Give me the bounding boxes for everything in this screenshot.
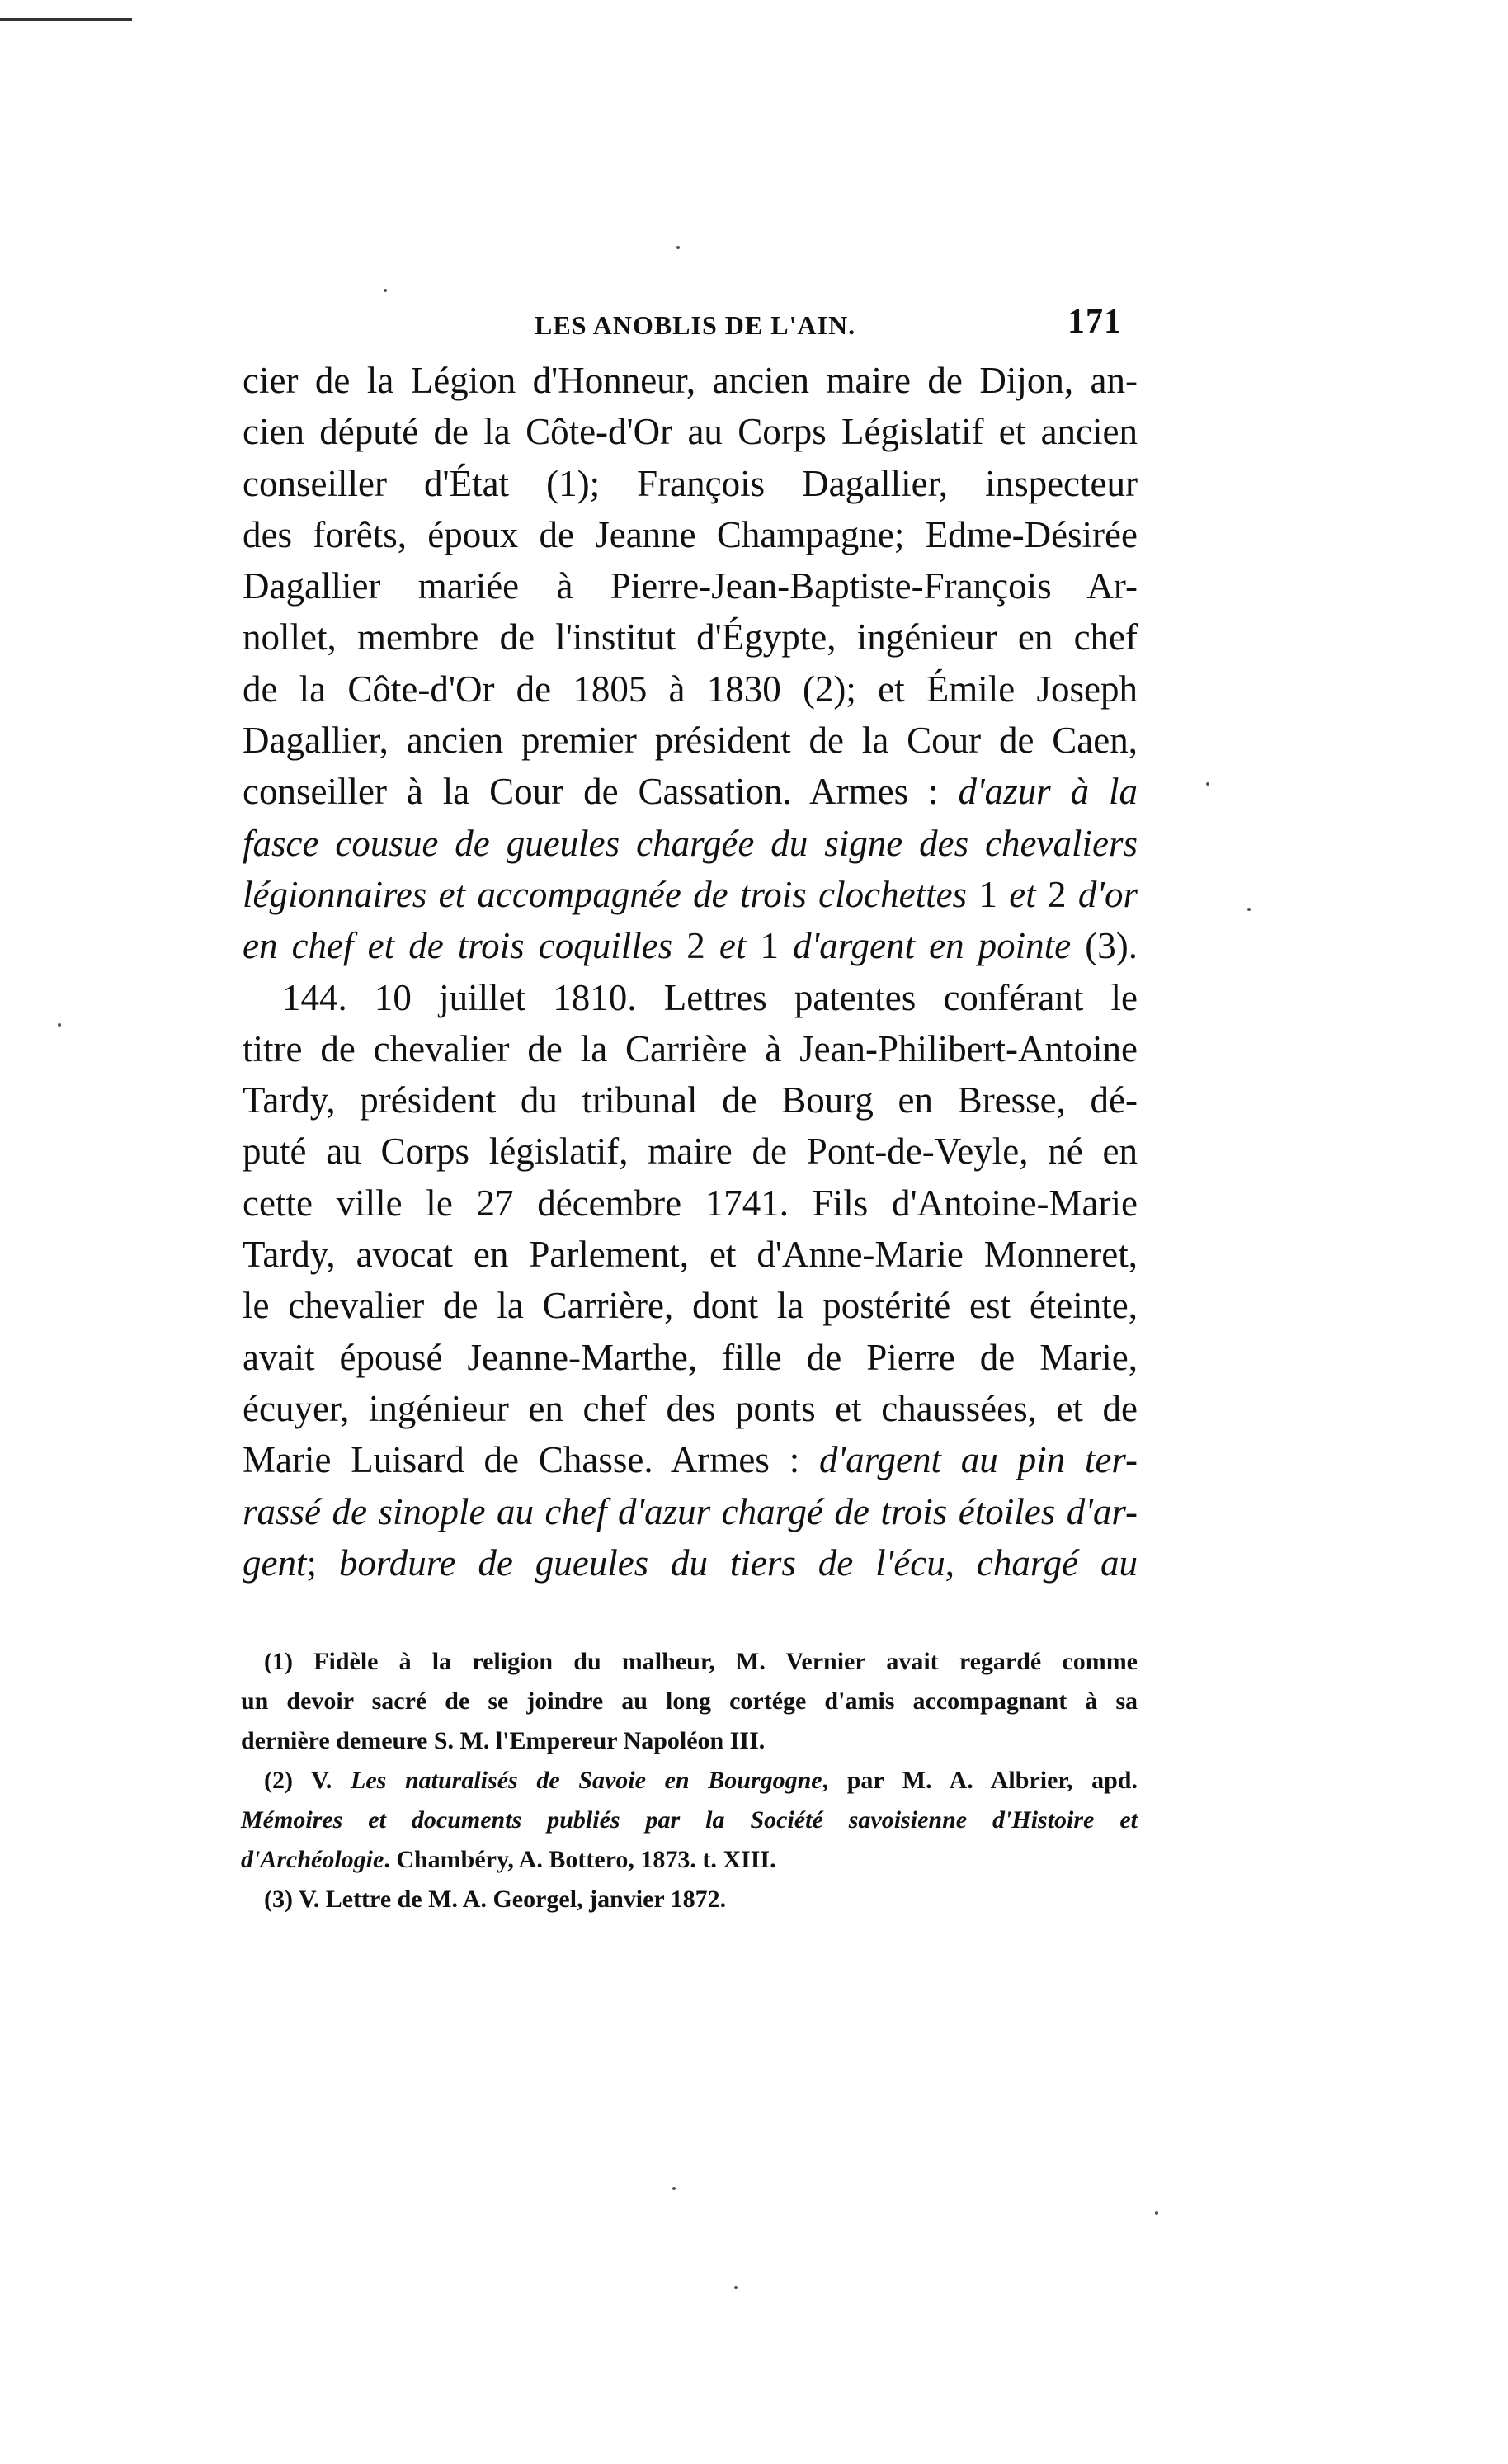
body-line <box>243 458 1138 509</box>
text-segment: Dagallier, ancien premier président de la Cour de Caen, <box>243 720 1138 762</box>
text-segment: (3) V. Lettre de M. A. Georgel, janvier 1872. <box>264 1886 727 1913</box>
text-segment: Marie Luisard de Chasse. Armes : <box>243 1439 820 1481</box>
text-segment: nollet, membre de l'institut d'Égypte, ingénieur en chef <box>243 616 1138 658</box>
text-segment: avait épousé Jeanne-Marthe, fille de Pierre de Marie, <box>243 1336 1138 1378</box>
body-line <box>243 1074 1138 1126</box>
text-segment: et <box>997 873 1049 915</box>
text-segment: rassé de sinople au chef d'azur chargé de trois étoiles d'ar- <box>243 1490 1138 1532</box>
page-header <box>535 302 1122 348</box>
body-line <box>243 1332 1138 1383</box>
text-segment: le chevalier de la Carrière, dont la postérité est éteinte, <box>243 1285 1138 1327</box>
text-segment: (3). <box>1071 925 1138 967</box>
text-segment: , par M. A. Albrier, apd. <box>822 1767 1138 1794</box>
body-line <box>243 1486 1138 1537</box>
body-line <box>243 560 1138 611</box>
text-segment: d'or <box>1066 873 1138 915</box>
text-segment: 2 <box>1048 873 1067 915</box>
body-line <box>243 766 1138 817</box>
text-segment: chargé au <box>976 1541 1138 1584</box>
body-line <box>243 1280 1138 1331</box>
text-segment: 1 <box>760 925 779 967</box>
scan-speck <box>676 246 680 249</box>
body-line <box>243 920 1138 971</box>
text-segment: (2) V. <box>264 1767 351 1794</box>
body-line <box>243 972 1138 1023</box>
footnote-line <box>241 1721 1138 1761</box>
footnote-line <box>241 1642 1138 1682</box>
text-segment: et <box>705 925 761 967</box>
footnote-line <box>241 1801 1138 1840</box>
text-segment: titre de chevalier de la Carrière à Jean-Philibert-Antoine <box>243 1027 1138 1069</box>
text-segment: 1 <box>978 873 997 915</box>
body-line <box>243 1537 1138 1588</box>
scan-speck <box>734 2286 738 2289</box>
body-line <box>243 1178 1138 1229</box>
text-segment: Tardy, avocat en Parlement, et d'Anne-Marie Monneret, <box>243 1234 1138 1276</box>
top-edge-rule <box>0 18 132 21</box>
body-line <box>243 818 1138 869</box>
body-line <box>243 1126 1138 1177</box>
footnote-line <box>241 1682 1138 1721</box>
text-segment: légionnaires et accompagnée de trois clochettes <box>243 873 979 915</box>
text-segment: (1) Fidèle à la religion du malheur, M. Vernier avait regardé comme <box>264 1648 1138 1675</box>
text-segment: bordure de gueules du tiers de l'écu <box>338 1541 945 1584</box>
body-line <box>243 509 1138 560</box>
body-line <box>243 611 1138 663</box>
text-segment: 144. 10 juillet 1810. Lettres patentes conférant le <box>282 976 1138 1018</box>
footnote-line <box>241 1761 1138 1801</box>
text-segment: Tardy, président du tribunal de Bourg en Bresse, dé- <box>243 1079 1138 1121</box>
text-segment: conseiller d'État (1); François Dagallier, inspecteur <box>243 462 1138 504</box>
body-line <box>243 1434 1138 1485</box>
scan-speck <box>1247 908 1251 911</box>
scan-speck <box>1155 2211 1158 2215</box>
body-line <box>243 406 1138 457</box>
body-line <box>243 715 1138 766</box>
text-segment: dernière demeure S. M. l'Empereur Napoléon III. <box>241 1727 766 1754</box>
text-segment: de la Côte-d'Or de 1805 à 1830 (2); et Émile Joseph <box>243 668 1138 710</box>
text-segment: un devoir sacré de se joindre au long cortége d'amis accompagnant à sa <box>241 1688 1138 1715</box>
text-segment: Les naturalisés de Savoie en Bourgogne <box>351 1767 822 1794</box>
text-segment: ; <box>306 1541 339 1584</box>
scan-speck <box>1206 782 1209 786</box>
body-line <box>243 355 1138 406</box>
scan-speck <box>672 2187 676 2190</box>
body-line <box>243 663 1138 715</box>
running-head: LES ANOBLIS DE L'AIN. <box>535 310 856 340</box>
body-text <box>243 355 1138 1588</box>
text-segment: 2 <box>686 925 705 967</box>
text-segment: d'Archéologie <box>241 1846 384 1873</box>
text-segment: cette ville le 27 décembre 1741. Fils d'Antoine-Marie <box>243 1182 1138 1224</box>
text-segment: cien député de la Côte-d'Or au Corps Législatif et ancien <box>243 411 1138 453</box>
text-segment: cier de la Légion d'Honneur, ancien maire de Dijon, an- <box>243 360 1138 401</box>
text-segment: fasce cousue de gueules chargée du signe des chevaliers <box>243 822 1138 864</box>
text-segment: écuyer, ingénieur en chef des ponts et chaussées, et de <box>243 1387 1138 1429</box>
text-segment: en chef et de trois coquilles <box>243 925 687 967</box>
text-segment: d'argent au pin ter- <box>819 1439 1138 1481</box>
text-segment: des forêts, époux de Jeanne Champagne; Edme-Désirée <box>243 513 1138 555</box>
text-segment: . Chambéry, A. Bottero, 1873. t. XIII. <box>384 1846 776 1873</box>
footnote-line <box>241 1840 1138 1880</box>
body-line <box>243 869 1138 920</box>
page-number: 171 <box>1067 303 1122 341</box>
body-line <box>243 1383 1138 1434</box>
text-segment: gent <box>243 1541 307 1584</box>
text-segment: conseiller à la Cour de Cassation. Armes : <box>243 771 959 813</box>
body-line <box>243 1229 1138 1280</box>
text-segment: d'argent en pointe <box>778 925 1072 967</box>
scan-speck <box>58 1023 61 1027</box>
scan-speck <box>384 289 387 292</box>
body-line <box>243 1023 1138 1074</box>
text-segment: d'azur à la <box>958 771 1138 813</box>
text-segment: Dagallier mariée à Pierre-Jean-Baptiste-François Ar- <box>243 565 1138 607</box>
footnotes <box>241 1642 1138 1919</box>
text-segment: puté au Corps législatif, maire de Pont-de-Veyle, né en <box>243 1131 1138 1173</box>
text-segment: Mémoires et documents publiés par la Société savoisienne d'Histoire et <box>241 1806 1138 1834</box>
text-segment: , <box>945 1541 977 1584</box>
footnote-line <box>241 1880 1138 1919</box>
